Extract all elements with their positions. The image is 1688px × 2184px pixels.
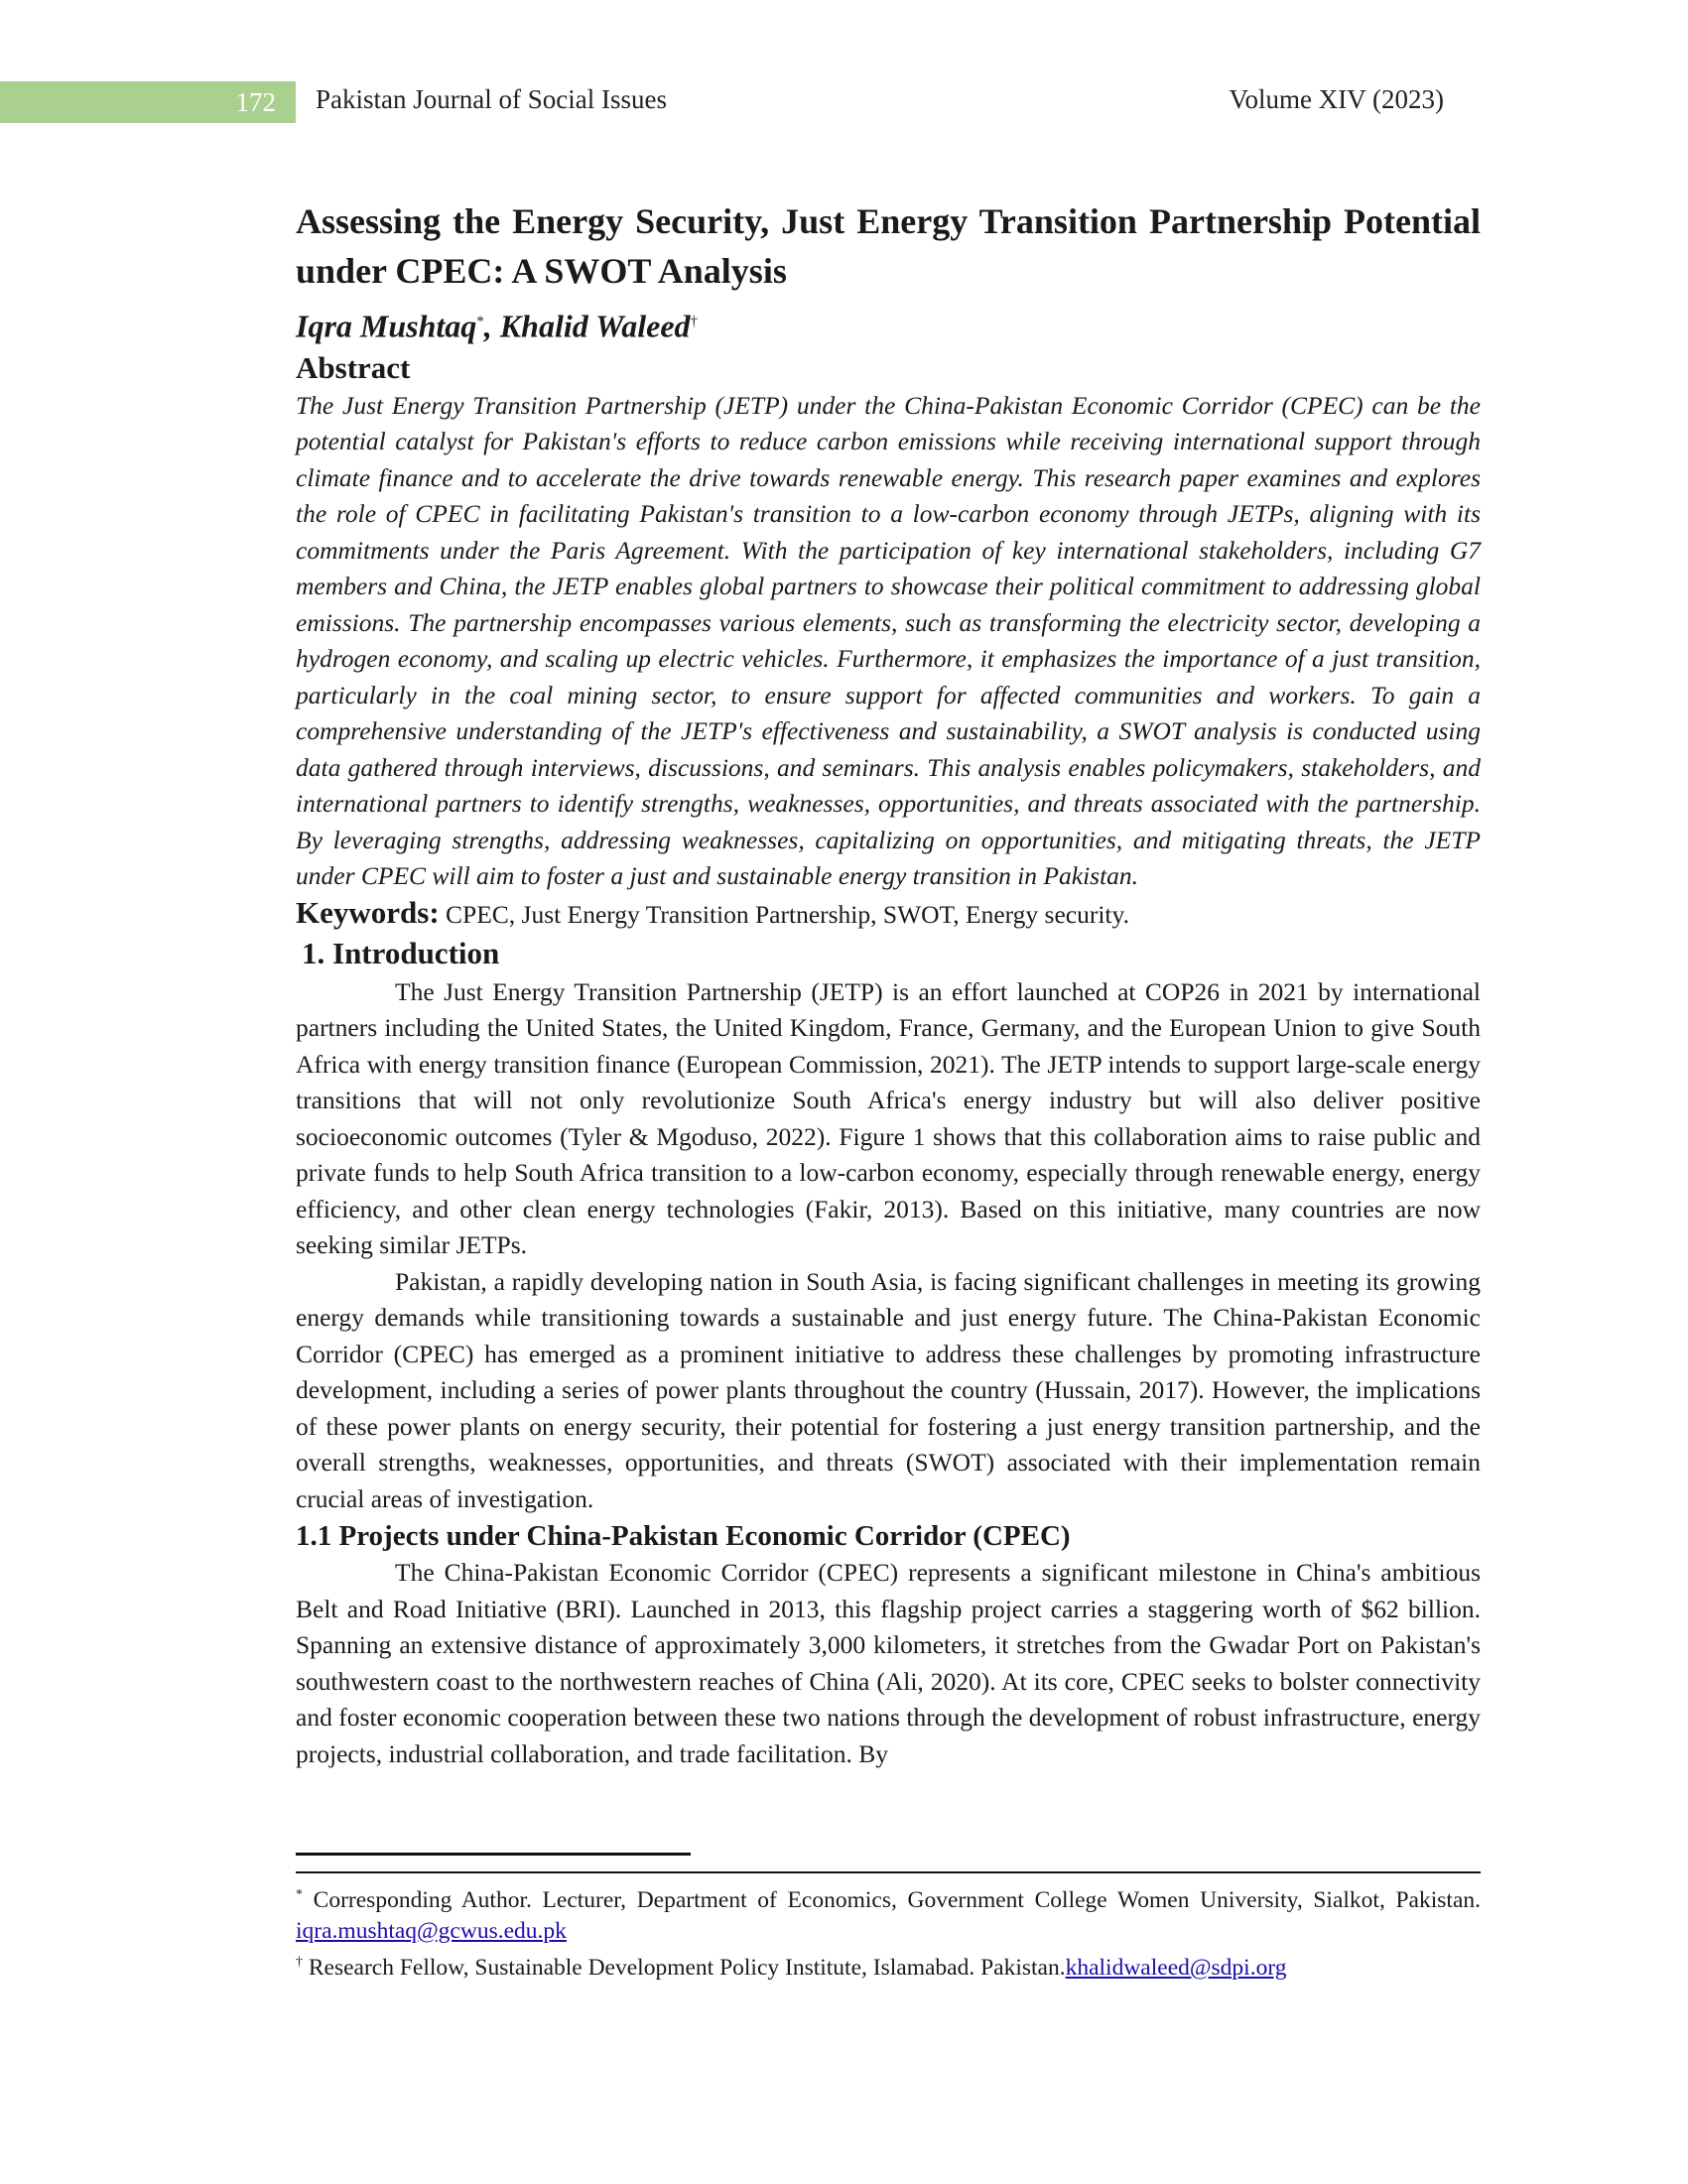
abstract-heading: Abstract [296, 349, 411, 385]
footnote-text: Corresponding Author. Lecturer, Department of Economics, Government College Women University, Sialkot, Pakistan. [303, 1886, 1481, 1913]
author-footnote-mark: † [690, 314, 699, 329]
abstract-text: The Just Energy Transition Partnership (JETP) under the China-Pakistan Economic Corridor (CPEC) can be the potential catalyst for Pakistan's efforts to reduce carbon emissions while receiving international support through climate finance and to accelerate the drive towards renewable energy. This research paper examines and explores the role of CPEC in facilitating Pakistan's transition to a low-carbon economy through JETPs, aligning with its commitments under the Paris Agreement. With the participation of key international stakeholders, including G7 members and China, the JETP enables global partners to showcase their political commitment to addressing global emissions. The partnership encompasses various elements, such as transforming the electricity sector, developing a hydrogen economy, and scaling up electric vehicles. Furthermore, it emphasizes the importance of a just transition, particularly in the coal mining sector, to ensure support for affected communities and workers. To gain a comprehensive understanding of the JETP's effectiveness and sustainability, a SWOT analysis is conducted using data gathered through interviews, discussions, and seminars. This analysis enables policymakers, stakeholders, and international partners to identify strengths, weaknesses, opportunities, and threats associated with the partnership. By leveraging strengths, addressing weaknesses, capitalizing on opportunities, and mitigating threats, the JETP under CPEC will aim to foster a just and sustainable energy transition in Pakistan. [296, 390, 1481, 891]
footnote-mark: * [296, 1887, 303, 1902]
author-name: Khalid Waleed [499, 308, 691, 344]
volume-label: Volume XIV (2023) [1229, 84, 1444, 114]
intro-paragraph: The Just Energy Transition Partnership (JETP) is an effort launched at COP26 in 2021 by international partners including the United States, the United Kingdom, France, Germany, and the European Union to give South Africa with energy transition finance (European Commission, 2021). The JETP intends to support large-scale energy transitions that will not only revolutionize South Africa's energy industry but will also deliver positive socioeconomic outcomes (Tyler & Mgoduso, 2022). Figure 1 shows that this collaboration aims to raise public and private funds to help South Africa transition to a low-carbon economy, especially through renewable energy, energy efficiency, and other clean energy technologies (Fakir, 2013). Based on this initiative, many countries are now seeking similar JETPs. [296, 976, 1481, 1260]
keywords-line [296, 895, 1481, 933]
cpec-paragraph: The China-Pakistan Economic Corridor (CPEC) represents a significant milestone in China's ambitious Belt and Road Initiative (BRI). Launched in 2013, this flagship project carries a staggering worth of $62 billion. Spanning an extensive distance of approximately 3,000 kilometers, it stretches from the Gwadar Port on Pakistan's southwestern coast to the northwestern reaches of China (Ali, 2020). At its core, CPEC seeks to bolster connectivity and foster economic cooperation between these two nations through the development of robust infrastructure, energy projects, industrial collaboration, and trade facilitation. By [296, 1558, 1481, 1768]
journal-name: Pakistan Journal of Social Issues [316, 84, 667, 114]
article-title: Assessing the Energy Security, Just Energy Transition Partnership Potential under CPEC: A SWOT Analysis [296, 201, 1481, 291]
subsection-heading-cpec-projects: 1.1 Projects under China-Pakistan Economic Corridor (CPEC) [296, 1520, 1071, 1553]
footnote-rule [296, 1871, 1481, 1873]
author-name: Iqra Mushtaq [296, 308, 477, 344]
footnote [296, 1947, 1481, 1984]
footnote-mark: † [296, 1954, 303, 1970]
keywords-label: Keywords: [296, 894, 440, 930]
footnotes [296, 1879, 1481, 1984]
author-line [296, 300, 1481, 348]
author-footnote-mark: * [476, 314, 484, 329]
article-body [296, 196, 1481, 1772]
author-separator: , [483, 308, 500, 344]
keywords-list: CPEC, Just Energy Transition Partnership, SWOT, Energy security. [439, 899, 1129, 929]
intro-paragraph: Pakistan, a rapidly developing nation in South Asia, is facing significant challenges in meeting its growing energy demands while transitioning towards a sustainable and just energy future. The China-Pakistan Economic Corridor (CPEC) has emerged as a prominent initiative to address these challenges by promoting infrastructure development, including a series of power plants throughout the country (Hussain, 2017). However, the implications of these power plants on energy security, their potential for fostering a just energy transition partnership, and the overall strengths, weaknesses, opportunities, and threats (SWOT) associated with their implementation remain crucial areas of investigation. [296, 1266, 1481, 1513]
email-link[interactable]: khalidwaleed@sdpi.org [1065, 1954, 1287, 1981]
footnote [296, 1879, 1481, 1947]
page-number: 172 [235, 87, 276, 117]
email-link[interactable]: iqra.mushtaq@gcwus.edu.pk [296, 1917, 567, 1944]
footnote-separator [296, 1853, 691, 1856]
footnote-text: Research Fellow, Sustainable Development Policy Institute, Islamabad. Pakistan. [303, 1954, 1066, 1981]
section-heading-introduction: 1. Introduction [302, 935, 500, 970]
page-number-tab [0, 81, 296, 123]
